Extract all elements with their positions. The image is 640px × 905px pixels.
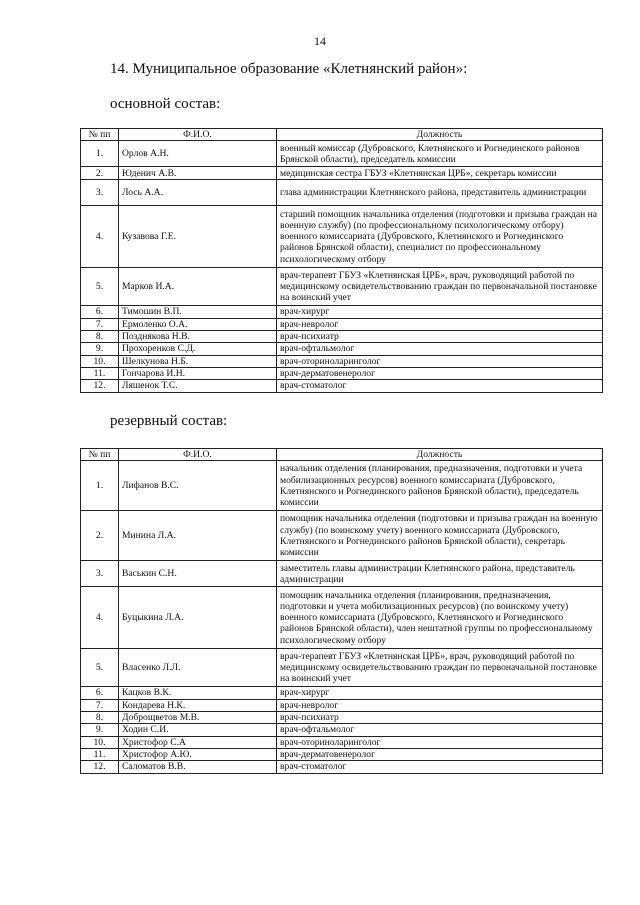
- reserve-composition-table: [80, 448, 603, 774]
- header-num: № пп: [81, 129, 119, 141]
- row-name: Ходин С.И.: [119, 724, 277, 736]
- row-name: Лось А.А.: [119, 180, 277, 206]
- row-num: 1.: [81, 141, 119, 167]
- table-row: [81, 699, 603, 711]
- row-name: Христофор С.А: [119, 736, 277, 748]
- row-name: Гончарова И.Н.: [119, 367, 277, 379]
- table-row: [81, 561, 603, 587]
- reserve-composition-title: резервный состав:: [110, 413, 228, 429]
- row-num: 5.: [81, 649, 119, 687]
- row-num: 10.: [81, 355, 119, 367]
- row-name: Тимошин В.П.: [119, 306, 277, 318]
- row-num: 11.: [81, 367, 119, 379]
- row-name: Кацков В.К.: [119, 687, 277, 699]
- row-name: Минина Л.А.: [119, 511, 277, 561]
- row-num: 9.: [81, 724, 119, 736]
- main-composition-title: основной состав:: [110, 96, 221, 112]
- row-num: 7.: [81, 699, 119, 711]
- row-num: 8.: [81, 711, 119, 723]
- row-position: старший помощник начальника отделения (подготовки и призыва граждан на военную службу) (по профессиональному психологическому отбору) военного комиссариата (Дубровского, Клетнянского и Рогнединского районов Брянской области), специалист по профессиональному психологическому отбору: [277, 206, 603, 268]
- row-name: Власенко Л.Л.: [119, 649, 277, 687]
- row-num: 6.: [81, 687, 119, 699]
- table-row: [81, 649, 603, 687]
- row-num: 7.: [81, 318, 119, 330]
- row-position: врач-офтальмолог: [277, 724, 603, 736]
- row-name: Лифанов В.С.: [119, 461, 277, 511]
- row-num: 4.: [81, 587, 119, 649]
- row-num: 3.: [81, 561, 119, 587]
- table-row: [81, 511, 603, 561]
- row-num: 10.: [81, 736, 119, 748]
- table-row: [81, 748, 603, 760]
- row-position: врач-оториноларинголог: [277, 736, 603, 748]
- row-num: 5.: [81, 268, 119, 306]
- table-row: [81, 367, 603, 379]
- row-position: врач-стоматолог: [277, 380, 603, 392]
- row-num: 2.: [81, 167, 119, 180]
- row-name: Христофор А.Ю.: [119, 748, 277, 760]
- table-row: [81, 318, 603, 330]
- header-name: Ф.И.О.: [119, 129, 277, 141]
- table-row: [81, 736, 603, 748]
- row-position: врач-хирург: [277, 687, 603, 699]
- row-name: Доброщветов М.В.: [119, 711, 277, 723]
- row-position: врач-стоматолог: [277, 761, 603, 773]
- row-num: 9.: [81, 343, 119, 355]
- table-row: [81, 343, 603, 355]
- table-row: [81, 268, 603, 306]
- table-row: [81, 711, 603, 723]
- row-position: врач-невролог: [277, 699, 603, 711]
- row-position: врач-психиатр: [277, 711, 603, 723]
- row-position: помощник начальника отделения (планирования, предназначения, подготовки и учета мобилизационных ресурсов) (по воинскому учету) военного комиссариата (Дубровского, Клетнянского и Рогнединского районов Брянской области), член нештатной группы по профессиональному психологическому отбору: [277, 587, 603, 649]
- header-num: № пп: [81, 449, 119, 461]
- row-position: медицинская сестра ГБУЗ «Клетнянская ЦРБ», секретарь комиссии: [277, 167, 603, 180]
- row-num: 2.: [81, 511, 119, 561]
- row-position: начальник отделения (планирования, предназначения, подготовки и учета мобилизационных ресурсов) военного комиссариата (Дубровского, Клетнянского и Рогнединского районов Брянской области), председатель комиссии: [277, 461, 603, 511]
- header-name: Ф.И.О.: [119, 449, 277, 461]
- table-row: [81, 180, 603, 206]
- row-name: Васькин С.Н.: [119, 561, 277, 587]
- row-position: врач-оториноларинголог: [277, 355, 603, 367]
- row-name: Буцыкина Л.А.: [119, 587, 277, 649]
- row-position: врач-дерматовенеролог: [277, 367, 603, 379]
- main-composition-table: [80, 128, 603, 393]
- row-num: 12.: [81, 380, 119, 392]
- row-name: Саломатов В.В.: [119, 761, 277, 773]
- table-header-row: [81, 449, 603, 461]
- row-position: военный комиссар (Дубровского, Клетнянского и Рогнединского районов Брянской области), председатель комиссии: [277, 141, 603, 167]
- table-row: [81, 724, 603, 736]
- row-position: врач-дерматовенеролог: [277, 748, 603, 760]
- row-position: врач-невролог: [277, 318, 603, 330]
- row-name: Шелкунова Н.Б.: [119, 355, 277, 367]
- row-position: врач-терапевт ГБУЗ «Клетнянская ЦРБ», врач, руководящий работой по медицинскому освидетельствованию граждан по первоначальной постановке на воинский учет: [277, 268, 603, 306]
- page-number: 14: [314, 34, 326, 48]
- table-row: [81, 330, 603, 342]
- row-name: Орлов А.Н.: [119, 141, 277, 167]
- table-row: [81, 355, 603, 367]
- row-name: Кузавова Г.Е.: [119, 206, 277, 268]
- table-row: [81, 306, 603, 318]
- row-num: 3.: [81, 180, 119, 206]
- row-num: 11.: [81, 748, 119, 760]
- row-position: глава администрации Клетнянского района, представитель администрации: [277, 180, 603, 206]
- row-num: 4.: [81, 206, 119, 268]
- table-header-row: [81, 129, 603, 141]
- table-row: [81, 587, 603, 649]
- row-position: врач-офтальмолог: [277, 343, 603, 355]
- row-num: 1.: [81, 461, 119, 511]
- row-num: 6.: [81, 306, 119, 318]
- header-position: Должность: [277, 129, 603, 141]
- row-position: врач-терапевт ГБУЗ «Клетнянская ЦРБ», врач, руководящий работой по медицинскому освидетельствованию граждан по первоначальной постановке на воинский учет: [277, 649, 603, 687]
- row-position: врач-хирург: [277, 306, 603, 318]
- table-row: [81, 461, 603, 511]
- row-name: Ляшенок Т.С.: [119, 380, 277, 392]
- table-row: [81, 380, 603, 392]
- row-name: Ермоленко О.А.: [119, 318, 277, 330]
- table-row: [81, 141, 603, 167]
- row-position: заместитель главы администрации Клетнянского района, представитель администрации: [277, 561, 603, 587]
- row-name: Кондарева Н.К.: [119, 699, 277, 711]
- row-name: Юденич А.В.: [119, 167, 277, 180]
- section-title: 14. Муниципальное образование «Клетнянский район»:: [110, 61, 468, 77]
- row-position: врач-психиатр: [277, 330, 603, 342]
- row-name: Марков И.А.: [119, 268, 277, 306]
- table-row: [81, 687, 603, 699]
- table-row: [81, 761, 603, 773]
- table-row: [81, 206, 603, 268]
- table-row: [81, 167, 603, 180]
- row-position: помощник начальника отделения (подготовки и призыва граждан на военную службу) (по воинскому учету) военного комиссариата (Дубровского, Клетнянского и Рогнединского районов Брянской области), секретарь комиссии: [277, 511, 603, 561]
- header-position: Должность: [277, 449, 603, 461]
- row-name: Прохоренков С.Д.: [119, 343, 277, 355]
- row-num: 12.: [81, 761, 119, 773]
- row-name: Позднякова Н.В.: [119, 330, 277, 342]
- row-num: 8.: [81, 330, 119, 342]
